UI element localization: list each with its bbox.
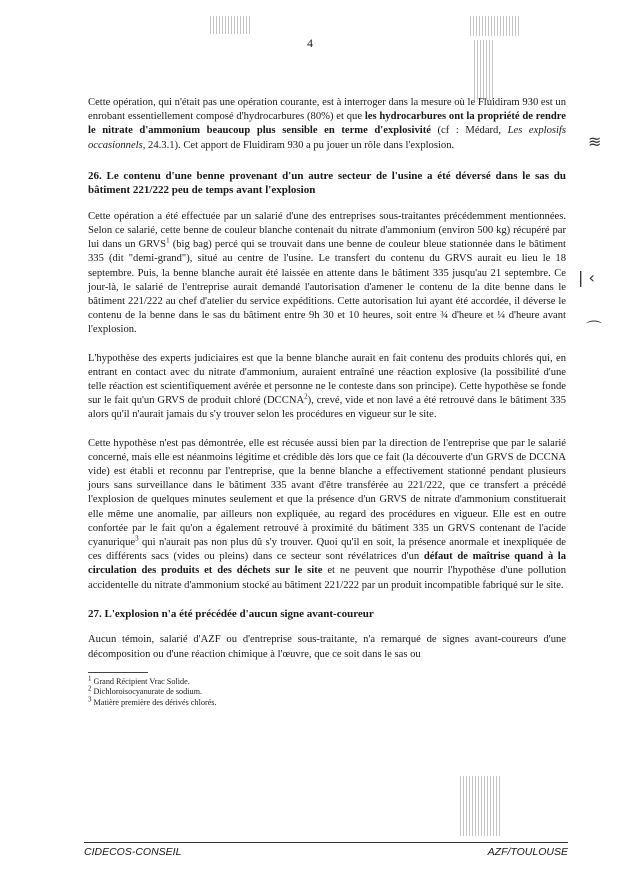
bold-statement: les hydrocarbures ont la propriété de rendre le nitrate d'ammonium beaucoup plus sensible en terme d'explosivité <box>88 111 567 137</box>
paragraph-fluidiram: Cette opération, qui n'était pas une opération courante, est à interroger dans la mesure où le Fluidiram 930 est un enrobant essentiellement composé d'hydrocarbures (80%) et que les hydrocarbures ont la propriété de rendre le nitrate d'ammonium beaucoup plus sensible en terme d'explosivité (cf : Médard, Les explosifs occasionnels, 24.3.1). Cet apport de Fluidiram 930 a pu jouer un rôle dans l'explosion. <box>88 97 567 151</box>
footnote-divider <box>88 672 148 673</box>
scan-artifact-top-right <box>470 16 520 36</box>
page-footer <box>84 842 568 858</box>
footer-left: CIDECOS-CONSEIL <box>84 846 182 858</box>
footnote-1: $^1$ Grand Récipient Vrac Solide. <box>88 674 190 686</box>
bold-statement-2: défaut de maîtrise quand à la circulation des produits et des déchets sur le site <box>88 551 567 577</box>
section-heading-27: 27. L'explosion n'a été précédée d'aucun signe avant-coureur <box>88 607 374 620</box>
paragraph-demonstration: Cette hypothèse n'est pas démontrée, elle est récusée aussi bien par la direction de l'entreprise que par le salarié concerné, mais elle est néanmoins légitime et crédible dès lors que ce fait (la découverte d'un GRVS de DCCNA vide) est établi et reconnu par l'entreprise, que la benne blanche a effectivement stationné pendant plusieurs jours sans surveillance dans le bâtiment 335 avant d'être transférée au 221/222, que ce transfert a précédé l'explosion de quelques minutes seulement et que la présence d'un GRVS de nitrate d'ammonium constituerait elle même une anomalie, par ailleurs non expliquée, au regard des procédures en vigueur. Elle est en outre confortée par le fait qu'on a également retrouvé à proximité du bâtiment 335 un GRVS contenant de l'acide cyanurique$^3$ qui n'aurait pas non plus dû s'y trouver. Quoi qu'il en soit, la présence anormale et inexpliquée de ces différents sacs (vides ou pleins) dans ce secteur sont révélatrices d'un défaut de maîtrise quand à la circulation des produits et des déchets sur le site et ne peuvent que nourrir l'hypothèse d'une pollution accidentelle du nitrate d'ammonium stocké au bâtiment 221/222 par un produit incompatible fabriqué sur le site. <box>88 437 567 591</box>
footnote-ref-2: 2 <box>304 392 308 401</box>
margin-scribble-3: ⌒ <box>586 319 603 338</box>
margin-scribble-1: ≋ <box>588 132 602 151</box>
margin-scribble-2: | ‹ <box>578 268 595 287</box>
page-number: 4 <box>307 36 313 50</box>
scan-artifact-top <box>210 16 250 34</box>
section-heading-26: 26. Le contenu d'une benne provenant d'un autre secteur de l'usine a été déversé dans le sas du bâtiment 221/222 peu de temps avant l'explosion <box>88 169 566 197</box>
footnote-ref-3: 3 <box>135 534 139 543</box>
paragraph-temoins: Aucun témoin, salarié d'AZF ou d'entreprise sous-traitante, n'a remarqué de signes avant-coureurs d'une décomposition ou d'une réaction chimique à l'œuvre, que ce soit dans le sas ou <box>88 634 566 660</box>
scan-artifact-bottom-right <box>460 776 500 836</box>
footnote-3: $^3$ Matière première des dérivés chlorés. <box>88 695 217 707</box>
footnote-2: $^2$ Dichloroisocyanurate de sodium. <box>88 684 203 697</box>
footnote-ref-1: 1 <box>166 236 170 245</box>
paragraph-benne: Cette opération a été effectuée par un salarié d'une des entreprises sous-traitantes précédemment mentionnées. Selon ce salarié, cette benne de couleur blanche contenait du nitrate d'ammonium (environ 500 kg) récupéré par lui dans un GRVS$^1$ (big bag) percé qui se trouvait dans une benne de couleur bleue stationnée dans le bâtiment 335 (dit "demi-grand"), situé au centre de l'usine. Le transfert du contenu du GRVS aurait eu lieu le 18 septembre. Puis, la benne blanche aurait été laissée en attente dans le bâtiment 335 jusqu'au 21 septembre. Ce jour-là, le salarié de l'entreprise aurait demandé l'autorisation d'amener le contenu de la dite benne dans le bâtiment 221/222 au chef d'atelier du service expéditions. Cette autorisation lui ayant été accordée, il déverse le contenu de la benne dans le sas du bâtiment entre 9h 30 et 10 heures, soit entre ¾ d'heure et ¼ d'heure avant l'explosion. <box>88 210 566 336</box>
book-title: Les explosifs occasionnels <box>88 125 566 151</box>
footer-right: AZF/TOULOUSE <box>487 846 568 858</box>
footnotes <box>88 674 566 709</box>
paragraph-hypothese: L'hypothèse des experts judiciaires est que la benne blanche aurait en fait contenu des produits chlorés qui, en entrant en contact avec du nitrate d'ammonium, auraient entraîné une réaction explosive (la possibilité d'une telle réaction est scientifiquement avérée et personne ne le conteste dans son principe). Cette hypothèse se fonde sur le fait qu'un GRVS de produit chloré (DCCNA$^2$), crevé, vide et non lavé a été retrouvé dans le bâtiment 335 alors qu'il n'aurait jamais du s'y trouver selon les procédures en vigueur sur le site. <box>88 352 566 421</box>
document-body <box>88 96 566 708</box>
